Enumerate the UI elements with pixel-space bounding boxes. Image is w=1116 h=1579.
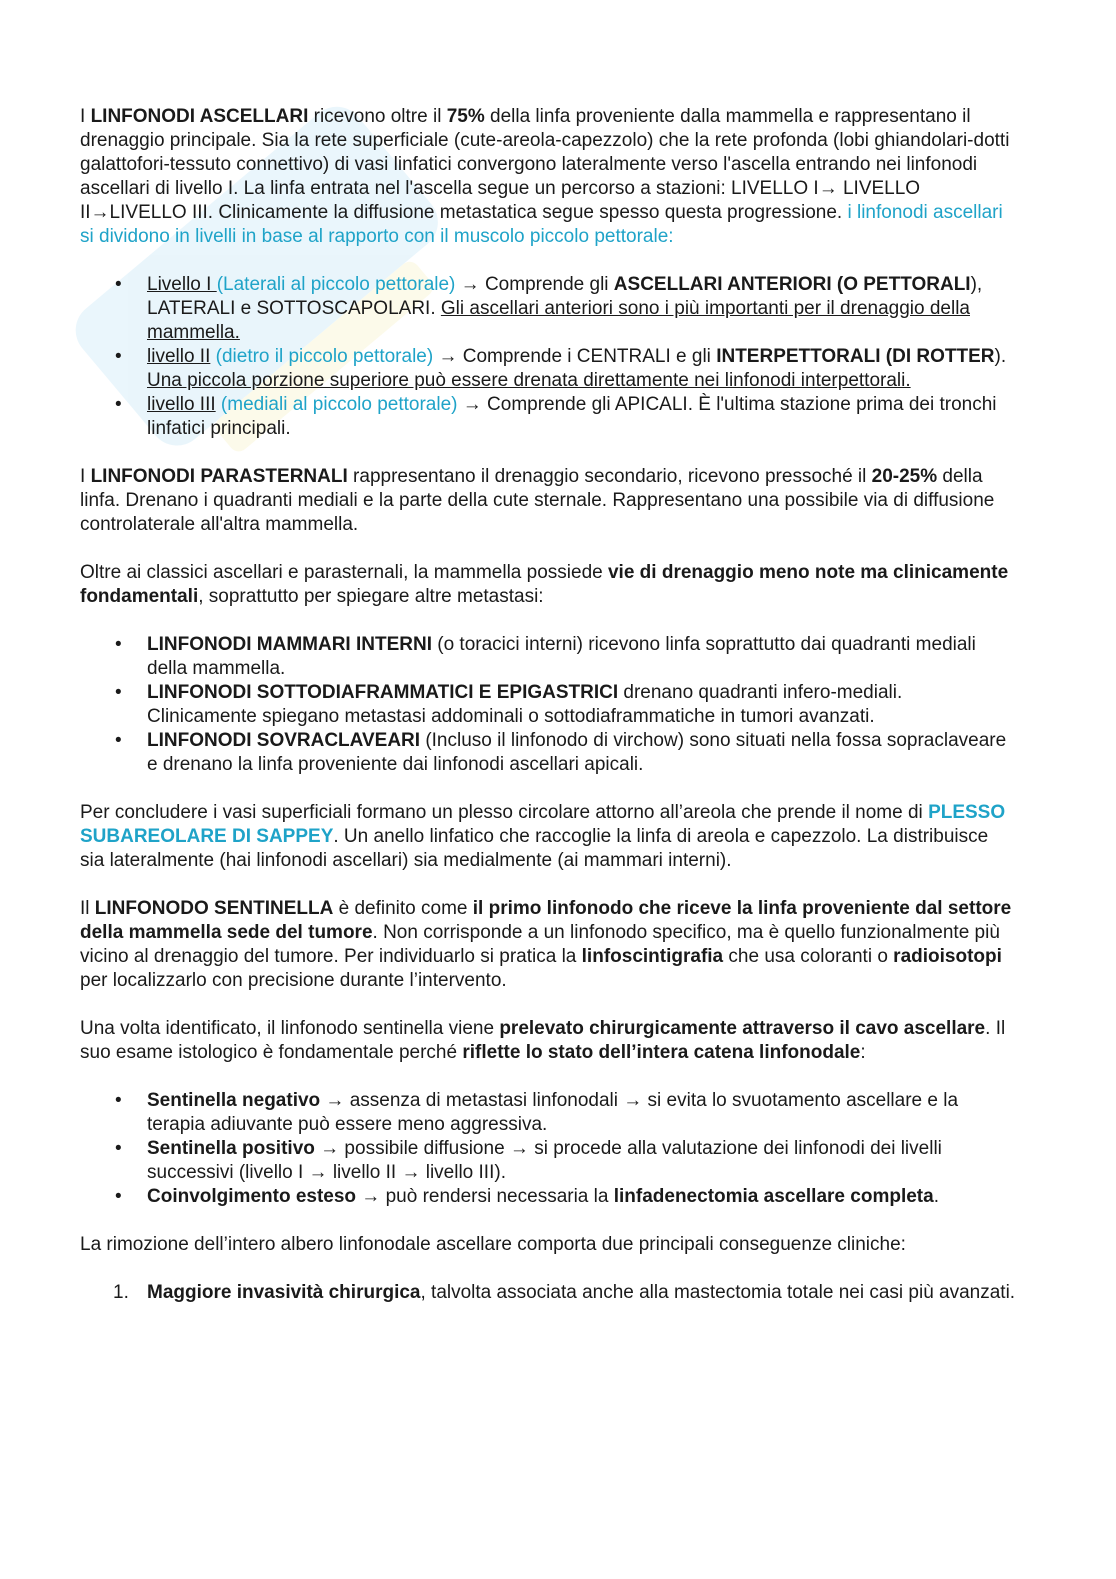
bold-phrase: il primo linfonodo che riceve la linfa proveniente dal settore della mammella sede del tumore xyxy=(80,898,1012,943)
node-name: LINFONODI MAMMARI INTERNI xyxy=(147,634,432,655)
level-label: livello II xyxy=(147,346,211,367)
outcome-label: Sentinella positivo xyxy=(147,1138,315,1159)
text: I xyxy=(80,466,91,487)
text: per localizzarlo con precisione durante l’intervento. xyxy=(80,970,507,991)
text: . xyxy=(933,1186,939,1207)
bold-term: ASCELLARI ANTERIORI (O PETTORALI xyxy=(613,274,971,295)
text: drenano quadranti infero-mediali. Clinicamente spiegano metastasi addominali o sottodiaframmatiche in tumori avanzati. xyxy=(147,682,903,727)
list-number: 1. xyxy=(113,1282,129,1303)
level-position: (dietro il piccolo pettorale) xyxy=(210,346,434,367)
text: ricevono oltre il xyxy=(308,106,447,127)
level-position: (Laterali al piccolo pettorale) xyxy=(216,274,456,295)
text: della linfa proveniente dalla mammella e rappresentano il drenaggio principale. Sia la rete superficiale (cute-areola-capezzolo) che la rete profonda (lobi ghiandolari-dotti galattofori-tessuto connettivo) di vasi linfatici convergono lateralmente verso l'ascella entrando nei linfonodi ascellari di livello I. La linfa entrata nel l'ascella segue un percorso a stazioni: LIVELLO I→ LIVELLO II→LIVELLO III. Clinicamente la diffusione metastatica segue spesso questa progressione. xyxy=(80,106,1010,223)
node-name: LINFONODI SOVRACLAVEARI xyxy=(147,730,421,751)
percentage: 75% xyxy=(446,106,485,127)
text: che usa coloranti o xyxy=(723,946,894,967)
text: , talvolta associata anche alla mastectomia totale nei casi più avanzati. xyxy=(420,1282,1016,1303)
list-item xyxy=(147,681,1016,729)
text: Per concludere i vasi superficiali formano un plesso circolare attorno all’areola che prende il nome di xyxy=(80,802,929,823)
document-content xyxy=(80,105,1016,1305)
other-nodes-list xyxy=(80,633,1016,777)
bold-phrase: prelevato chirurgicamente attraverso il cavo ascellare xyxy=(499,1018,986,1039)
consequences-list xyxy=(80,1281,1016,1305)
bold-phrase: vie di drenaggio meno note ma clinicamente fondamentali xyxy=(80,562,1009,607)
text: della linfa. Drenano i quadranti mediali e la parte della cute sternale. Rappresentano una possibile via di diffusione controlaterale all'altra mammella. xyxy=(80,466,995,535)
text: → assenza di metastasi linfonodali → si evita lo svuotamento ascellare e la terapia adiuvante può essere meno aggressiva. xyxy=(147,1090,959,1135)
text: , soprattutto per spiegare altre metastasi: xyxy=(198,586,544,607)
sentinel-outcomes-list xyxy=(80,1089,1016,1209)
underlined-note: Una piccola porzione superiore può essere drenata direttamente nei linfonodi interpettorali. xyxy=(147,370,911,391)
term-linfonodi-ascellari: LINFONODI ASCELLARI xyxy=(90,106,309,127)
list-item-level-2 xyxy=(147,345,1016,393)
text: . Il suo esame istologico è fondamentale perché xyxy=(80,1018,1006,1063)
list-item xyxy=(147,1185,1016,1209)
text: . Un anello linfatico che raccoglie la linfa di areola e capezzolo. La distribuisce sia lateralmente (hai linfonodi ascellari) sia medialmente (ai mammari interni). xyxy=(80,826,989,871)
term-linfonodo-sentinella: LINFONODO SENTINELLA xyxy=(94,898,334,919)
text: → Comprende gli APICALI. È l'ultima stazione prima dei tronchi linfatici principali. xyxy=(147,394,997,439)
text: Oltre ai classici ascellari e parasternali, la mammella possiede xyxy=(80,562,608,583)
text: . Non corrisponde a un linfonodo specifico, ma è quello funzionalmente più vicino al drenaggio del tumore. Per individuarlo si pratica la xyxy=(80,922,1000,967)
outcome-label: Sentinella negativo xyxy=(147,1090,321,1111)
text: Il xyxy=(80,898,95,919)
list-item-level-1 xyxy=(147,273,1016,345)
bold-term: linfoscintigrafia xyxy=(581,946,724,967)
text: (o toracici interni) ricevono linfa soprattutto dai quadranti mediali della mammella. xyxy=(147,634,976,679)
list-item-level-3 xyxy=(147,393,1016,441)
bold-term: linfadenectomia ascellare completa xyxy=(613,1186,934,1207)
text: → possibile diffusione → si procede alla valutazione dei linfonodi dei livelli successivi (livello I → livello II → livello III). xyxy=(147,1138,942,1183)
list-item xyxy=(147,729,1016,777)
percentage: 20-25% xyxy=(871,466,938,487)
bold-term: radioisotopi xyxy=(893,946,1002,967)
term-plesso-sappey: PLESSO SUBAREOLARE DI SAPPEY xyxy=(80,802,1006,847)
node-name: LINFONODI SOTTODIAFRAMMATICI E EPIGASTRICI xyxy=(147,682,619,703)
paragraph-sappey xyxy=(80,801,1016,873)
text: ), LATERALI e SOTTOSCAPOLARI. xyxy=(147,274,983,319)
text: → Comprende gli xyxy=(455,274,614,295)
level-label: livello III xyxy=(147,394,216,415)
list-item xyxy=(147,633,1016,681)
text: ). xyxy=(994,346,1007,367)
text: → può rendersi necessaria la xyxy=(356,1186,614,1207)
bold-term: Maggiore invasività chirurgica xyxy=(147,1282,421,1303)
text: rappresentano il drenaggio secondario, ricevono pressoché il xyxy=(347,466,872,487)
bold-term: INTERPETTORALI (DI ROTTER xyxy=(716,346,995,367)
paragraph-sentinella xyxy=(80,897,1016,993)
bold-phrase: riflette lo stato dell’intera catena linfonodale xyxy=(462,1042,861,1063)
paragraph-ascellari xyxy=(80,105,1016,249)
paragraph-other-routes xyxy=(80,561,1016,609)
underlined-note: Gli ascellari anteriori sono i più importanti per il drenaggio della mammella. xyxy=(147,298,970,343)
text: I xyxy=(80,106,91,127)
paragraph-consequences: La rimozione dell’intero albero linfonodale ascellare comporta due principali conseguenze cliniche: xyxy=(80,1234,906,1255)
term-linfonodi-parasternali: LINFONODI PARASTERNALI xyxy=(90,466,348,487)
outcome-label: Coinvolgimento esteso xyxy=(147,1186,357,1207)
paragraph-parasternali xyxy=(80,465,1016,537)
list-item xyxy=(147,1137,1016,1185)
list-item xyxy=(147,1089,1016,1137)
paragraph-identification xyxy=(80,1017,1016,1065)
text: → Comprende i CENTRALI e gli xyxy=(433,346,717,367)
text: : xyxy=(860,1042,866,1063)
text: (Incluso il linfonodo di virchow) sono situati nella fossa sopraclaveare e drenano la linfa proveniente dai linfonodi ascellari apicali. xyxy=(147,730,1007,775)
highlight-text: i linfonodi ascellari si dividono in livelli in base al rapporto con il muscolo piccolo pettorale: xyxy=(80,202,1003,247)
level-position: (mediali al piccolo pettorale) xyxy=(215,394,458,415)
level-label: Livello I xyxy=(147,274,217,295)
text: Una volta identificato, il linfonodo sentinella viene xyxy=(80,1018,500,1039)
levels-list xyxy=(80,273,1016,441)
text: è definito come xyxy=(333,898,473,919)
list-item xyxy=(113,1281,1016,1305)
